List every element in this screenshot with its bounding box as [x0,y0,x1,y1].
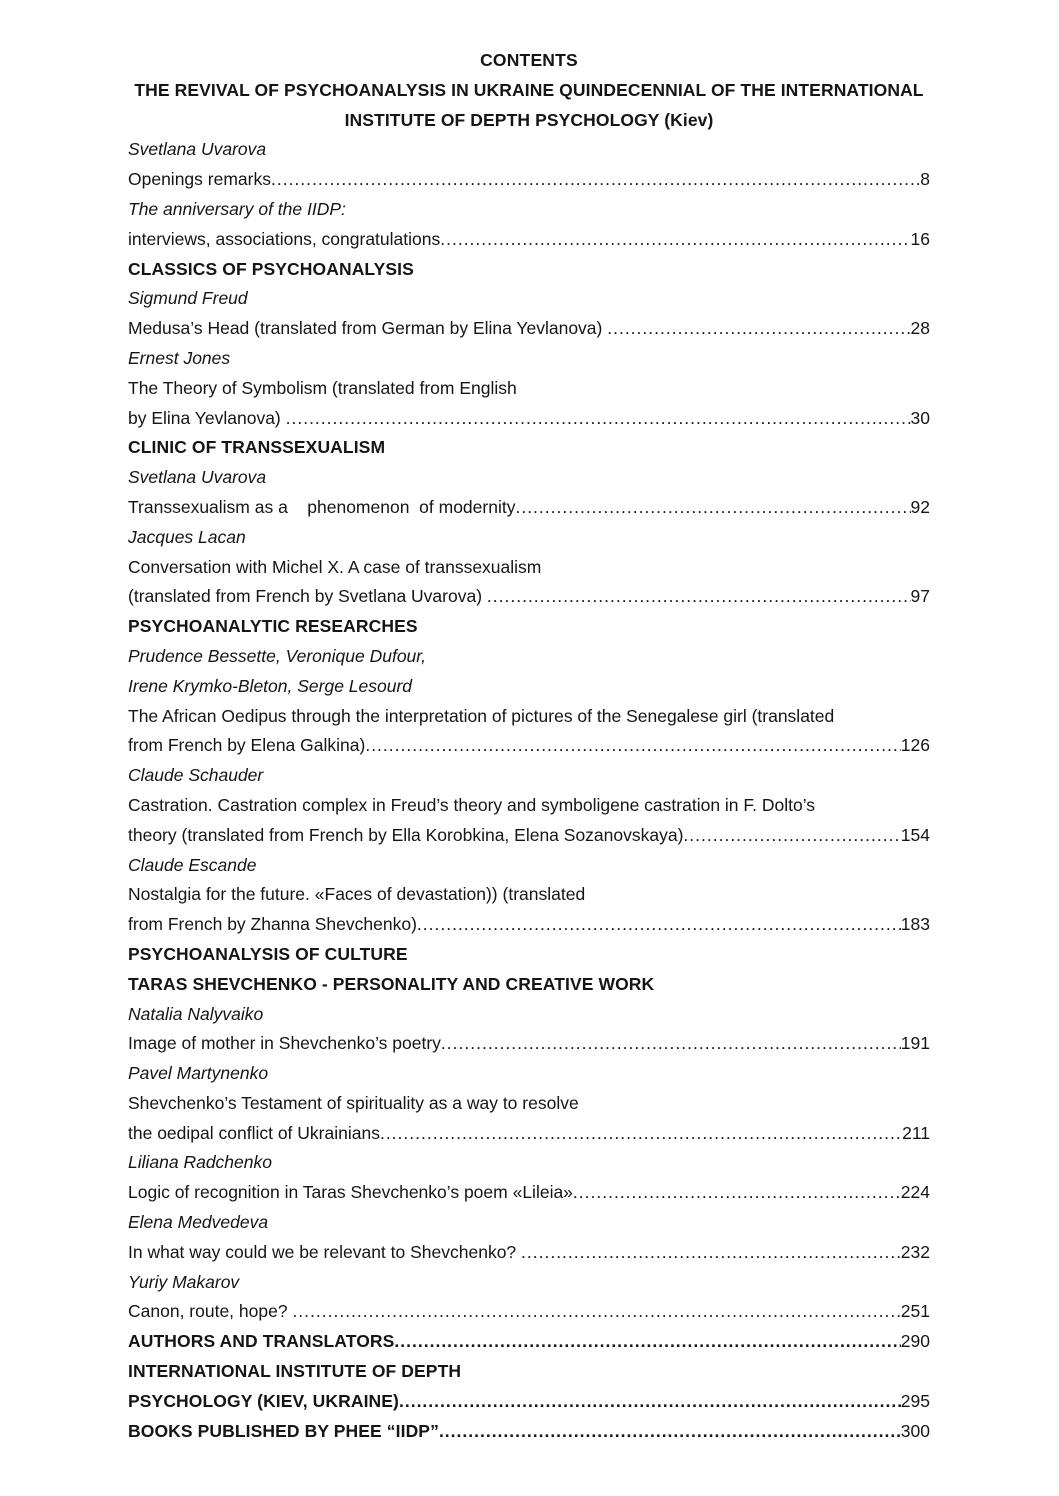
toc-row [128,851,930,881]
toc-entry-label: Svetlana Uvarova [128,139,267,160]
toc-row [128,1000,930,1030]
toc-entry-label: The African Oedipus through the interpretation of pictures of the Senegalese girl (translated [128,705,835,726]
toc-entry-label: Svetlana Uvarova [128,467,267,488]
toc-entry-label: CLASSICS OF PSYCHOANALYSIS [128,258,414,279]
page-number: 92 [910,496,930,517]
toc-entry-label: The anniversary of the IIDP: [128,198,346,219]
toc-entry-label: PSYCHOANALYSIS OF CULTURE [128,943,408,964]
dot-leader [487,582,911,612]
toc-row [128,642,930,672]
toc-entry-label: The Theory of Symbolism (translated from English [128,377,517,398]
toc-entry-label: Ernest Jones [128,347,231,368]
toc-row [128,791,930,821]
toc-entry-label: PSYCHOANALYTIC RESEARCHES [128,616,418,637]
dot-leader [394,1327,900,1357]
toc-entry-label: Elena Medvedeva [128,1212,269,1233]
dot-leader [271,165,920,195]
toc-row [128,1119,930,1149]
toc-row [128,672,930,702]
toc-entry-label: from French by Elena Galkina) [128,735,366,756]
toc-row [128,165,930,195]
dot-leader [441,1029,901,1059]
toc-row [128,1238,930,1268]
toc-row [128,910,930,940]
toc-entry-label: Pavel Martynenko [128,1063,269,1084]
toc-row [128,433,930,463]
dot-leader [439,1417,901,1447]
toc-entry-label: Yuriy Makarov [128,1271,240,1292]
toc-row [128,523,930,553]
toc-entry-label: theory (translated from French by Ella Korobkina, Elena Sozanovskaya) [128,824,684,845]
toc-entry-label: PSYCHOLOGY (KIEV, UKRAINE) [128,1390,399,1411]
toc-entry-label: Medusa’s Head (translated from German by Elina Yevlanova) [128,318,608,339]
toc-row [128,940,930,970]
page-number: 8 [920,169,930,190]
dot-leader [292,1297,900,1327]
page-number: 28 [910,318,930,339]
dot-leader [573,1178,901,1208]
toc-row [128,225,930,255]
page-number: 30 [910,407,930,428]
dot-leader [399,1387,901,1417]
toc-row [128,553,930,583]
toc-entry-label: BOOKS PUBLISHED BY PHEE “IIDP” [128,1420,439,1441]
page-number: 295 [900,1390,930,1411]
page-number: 16 [910,228,930,249]
toc-entry-label: TARAS SHEVCHENKO - PERSONALITY AND CREATIVE WORK [128,973,655,994]
toc-row [128,970,930,1000]
dot-leader [521,1238,901,1268]
toc-row [128,1148,930,1178]
toc-entry-label: In what way could we be relevant to Shevchenko? [128,1241,522,1262]
toc-entry-label: Shevchenko’s Testament of spirituality as a way to resolve [128,1092,579,1113]
page-number: 251 [900,1301,930,1322]
toc-entry-label: Logic of recognition in Taras Shevchenko’s poem «Lileia» [128,1182,573,1203]
dot-leader [417,910,901,940]
toc-row [128,1178,930,1208]
toc-row [128,880,930,910]
toc-row [128,1089,930,1119]
page-number: 183 [900,914,930,935]
toc-row [128,702,930,732]
page-number: 300 [900,1420,930,1441]
toc-entry-label: Prudence Bessette, Veronique Dufour, [128,645,427,666]
toc-row [128,1029,930,1059]
dot-leader [365,731,900,761]
toc-row [128,255,930,285]
toc-entry-label: interviews, associations, congratulations [128,228,441,249]
toc-row [128,761,930,791]
toc-row [128,582,930,612]
toc-row [128,135,930,165]
toc-entry-label: (translated from French by Svetlana Uvarova) [128,586,487,607]
toc-row [128,493,930,523]
toc-row [128,344,930,374]
toc-entry-label: Jacques Lacan [128,526,246,547]
toc-entry-label: from French by Zhanna Shevchenko) [128,914,417,935]
toc-entry-label: Image of mother in Shevchenko’s poetry [128,1033,441,1054]
toc-row [128,731,930,761]
dot-leader [515,493,910,523]
page-number: 232 [900,1241,930,1262]
toc-row [128,1268,930,1298]
document-title-line-1: THE REVIVAL OF PSYCHOANALYSIS IN UKRAINE QUINDECENNIAL OF THE INTERNATIONAL [134,79,924,100]
toc-entry-label: Nostalgia for the future. «Faces of devastation)) (translated [128,884,586,905]
toc-entry-label: INTERNATIONAL INSTITUTE OF DEPTH [128,1361,462,1382]
toc-row [128,314,930,344]
toc-entry-label: Natalia Nalyvaiko [128,1003,264,1024]
toc-row [128,284,930,314]
page-number: 211 [902,1122,930,1143]
toc-row [128,374,930,404]
page-number: 191 [900,1033,930,1054]
toc-entry-label: Liliana Radchenko [128,1152,272,1173]
toc-rows [128,135,930,1446]
toc-entry-label: Canon, route, hope? [128,1301,293,1322]
toc-row [128,1357,930,1387]
page-number: 154 [900,824,930,845]
toc-row [128,463,930,493]
toc-row [128,821,930,851]
toc-entry-label: Sigmund Freud [128,288,248,309]
toc-row [128,1387,930,1417]
dot-leader [607,314,910,344]
page-number: 126 [900,735,930,756]
dot-leader [286,404,911,434]
page-number: 224 [900,1182,930,1203]
toc-row [128,612,930,642]
toc-row [128,1059,930,1089]
contents-heading: CONTENTS [480,50,578,70]
toc-entry-label: the oedipal conflict of Ukrainians [128,1122,380,1143]
toc-row [128,1208,930,1238]
document-title-line-2: INSTITUTE OF DEPTH PSYCHOLOGY (Kiev) [344,109,714,130]
toc-entry-label: Conversation with Michel X. A case of transsexualism [128,556,542,577]
toc-row [128,1417,930,1447]
toc-row [128,404,930,434]
toc-row [128,1297,930,1327]
toc-entry-label: Transsexualism as a phenomenon of modernity [128,496,516,517]
toc-entry-label: Irene Krymko-Bleton, Serge Lesourd [128,675,413,696]
dot-leader [683,821,900,851]
page-number: 290 [900,1331,930,1352]
toc-entry-label: AUTHORS AND TRANSLATORS [128,1331,395,1352]
toc-entry-label: Castration. Castration complex in Freud’s theory and symboligene castration in F. Dolto’s [128,794,816,815]
toc-entry-label: Claude Schauder [128,765,264,786]
page-number: 97 [910,586,930,607]
dot-leader [440,225,910,255]
toc-entry-label: Openings remarks [128,169,271,190]
toc-row [128,195,930,225]
toc-entry-label: by Elina Yevlanova) [128,407,286,428]
toc-row [128,1327,930,1357]
toc-entry-label: CLINIC OF TRANSSEXUALISM [128,437,386,458]
dot-leader [380,1119,902,1149]
toc-entry-label: Claude Escande [128,854,257,875]
